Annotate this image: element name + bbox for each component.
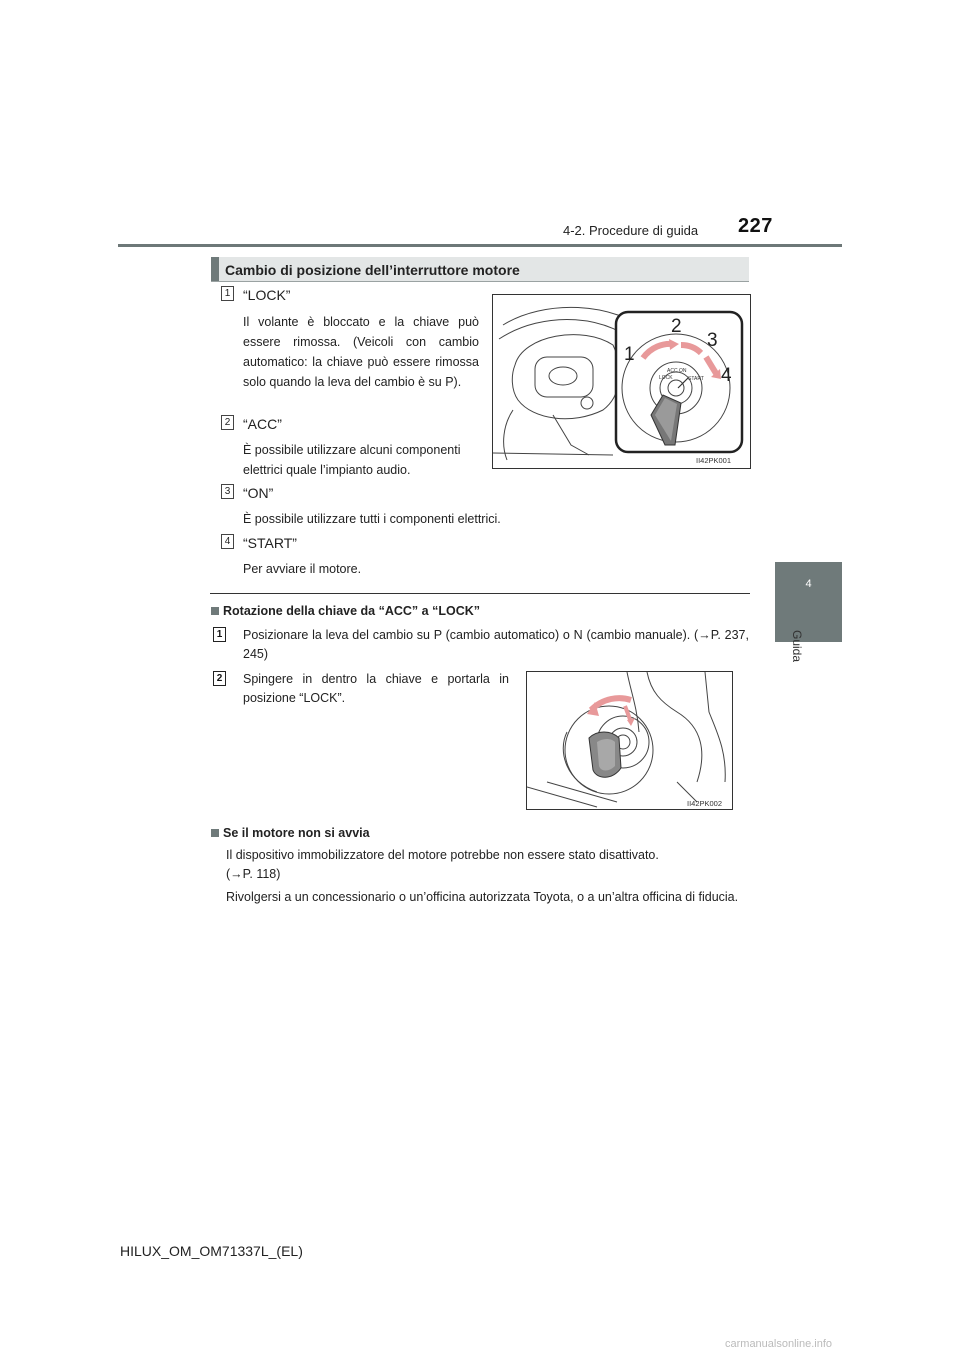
- item-number: 2: [221, 415, 234, 430]
- subsection-heading: [211, 826, 370, 840]
- chapter-label: Guida: [790, 630, 804, 663]
- section-heading-rule: [211, 281, 749, 282]
- header-rule: [118, 244, 842, 247]
- dial-label: START: [688, 376, 704, 382]
- step-number: 2: [213, 671, 226, 686]
- ignition-illustration: [493, 295, 750, 468]
- item-title: “ACC”: [243, 416, 282, 432]
- item-body: È possibile utilizzare tutti i componenti elettrici.: [243, 512, 501, 526]
- item-body: Il volante è bloccato e la chiave può essere rimossa. (Veicoli con cambio automatico: la chiave può essere rimossa solo quando la leva del cambio è su P).: [243, 315, 479, 389]
- callout-number: 1: [624, 344, 635, 365]
- ignition-switch-figure: [492, 294, 751, 469]
- figure-code: II42PK001: [696, 456, 732, 465]
- section-title: Cambio di posizione dell’interruttore motore: [225, 262, 520, 278]
- callout-number: 3: [707, 330, 718, 351]
- document-code: HILUX_OM_OM71337L_(EL): [120, 1243, 303, 1259]
- item-number: 1: [221, 286, 234, 301]
- page-reference: (→P. 118): [226, 867, 281, 881]
- callout-number: 2: [671, 316, 682, 337]
- section-breadcrumb: 4-2. Procedure di guida: [563, 223, 699, 238]
- dial-label: LOCK: [659, 375, 673, 381]
- item-title: “ON”: [243, 485, 274, 501]
- key-rotation-illustration: [527, 672, 732, 809]
- section-divider: [210, 593, 750, 594]
- callout-number: 4: [721, 365, 732, 386]
- figure-code: II42PK002: [687, 799, 723, 808]
- step-text: Posizionare la leva del cambio su P (cambio automatico) o N (cambio manuale). (→P. 237, 245): [243, 628, 749, 661]
- dial-label: ON: [679, 368, 687, 374]
- subsection-heading: [211, 604, 480, 618]
- item-body: È possibile utilizzare alcuni componenti elettrici quale l’impianto audio.: [243, 443, 461, 477]
- step-number: 1: [213, 627, 226, 642]
- key-rotation-figure: [526, 671, 733, 810]
- watermark: carmanualsonline.info: [725, 1338, 833, 1350]
- bullet-square-icon: [211, 607, 219, 615]
- subsection-heading-text: Rotazione della chiave da “ACC” a “LOCK”: [223, 604, 480, 618]
- item-number: 3: [221, 484, 234, 499]
- item-title: “LOCK”: [243, 287, 291, 303]
- subsection-heading-text: Se il motore non si avvia: [223, 826, 370, 840]
- chapter-number: 4: [805, 578, 812, 590]
- bullet-square-icon: [211, 829, 219, 837]
- step-text: Spingere in dentro la chiave e portarla in posizione “LOCK”.: [243, 672, 509, 705]
- item-body: Per avviare il motore.: [243, 562, 362, 576]
- paragraph: Rivolgersi a un concessionario o un’officina autorizzata Toyota, o a un’altra officina di fiducia.: [226, 890, 739, 904]
- item-number: 4: [221, 534, 234, 549]
- dial-label: ACC: [667, 368, 678, 374]
- chapter-tab: [775, 562, 842, 642]
- page-number: 227: [738, 215, 773, 237]
- section-heading-marker: [211, 257, 219, 282]
- paragraph: Il dispositivo immobilizzatore del motore potrebbe non essere stato disattivato.: [226, 848, 659, 862]
- item-title: “START”: [243, 535, 297, 551]
